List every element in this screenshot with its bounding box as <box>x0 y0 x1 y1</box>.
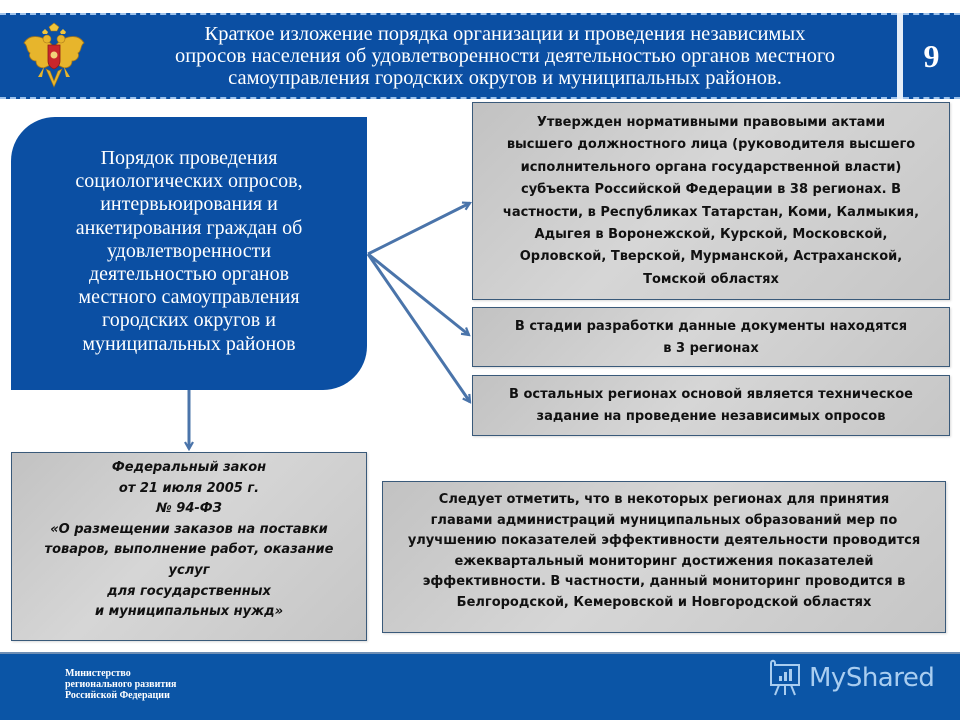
box-line: ежеквартальный мониторинг достижения показателей <box>454 553 874 569</box>
box-line: задание на проведение независимых опросов <box>536 409 886 424</box>
main-box-line: анкетирования граждан об <box>75 216 303 239</box>
box-line: Федеральный закон <box>111 460 267 475</box>
box-line: В стадии разработки данные документы находятся <box>514 319 908 334</box>
box-line: исполнительного органа государственной власти) <box>520 159 902 175</box>
slide-title-line: опросов населения об удовлетворенности деятельностью органов местного <box>174 45 836 67</box>
box-line: главами администраций муниципальных образований мер по <box>430 512 898 528</box>
slide-footer <box>0 652 960 720</box>
box-line: частности, в Республиках Татарстан, Коми, Калмыкия, <box>502 204 920 220</box>
federal-law-box <box>11 452 367 641</box>
box-line: «О размещении заказов на поставки <box>50 521 328 537</box>
other-regions-box <box>472 375 950 436</box>
main-box-line: деятельностью органов <box>88 263 290 286</box>
arrow-to-approved <box>368 203 470 254</box>
main-box-line: местного самоуправления <box>78 286 300 309</box>
box-line: Следует отметить, что в некоторых регионах для принятия <box>438 492 890 507</box>
ministry-name <box>65 668 176 701</box>
main-box-line: социологических опросов, <box>75 170 303 193</box>
box-line: субъекта Российской Федерации в 38 регионах. В <box>520 182 901 198</box>
box-line: услуг <box>168 562 210 578</box>
survey-procedure-box <box>11 117 367 390</box>
in-development-box <box>472 307 950 367</box>
presentation-board-icon <box>767 659 803 697</box>
ministry-line: регионального развития <box>65 679 177 690</box>
myshared-logo[interactable] <box>767 658 934 698</box>
box-line: улучшению показателей эффективности деятельности проводится <box>407 533 921 548</box>
slide-title-line: самоуправления городских округов и муниципальных районов. <box>228 67 782 89</box>
box-line: Томской областях <box>643 271 779 287</box>
ministry-line: Министерство <box>65 668 131 679</box>
slide-number: 9 <box>903 13 960 99</box>
russian-coat-of-arms-icon <box>18 21 90 93</box>
box-line: для государственных <box>107 583 271 599</box>
box-line: эффективности. В частности, данный мониторинг проводится в <box>422 574 906 589</box>
approved-regions-box <box>472 102 950 300</box>
box-line: от 21 июля 2005 г. <box>118 480 260 496</box>
main-box-line: удовлетворенности <box>106 239 272 262</box>
main-box-line: городских округов и <box>102 309 276 332</box>
main-box-line: интервьюирования и <box>100 193 278 216</box>
box-line: и муниципальных нужд» <box>94 604 284 620</box>
main-box-line: Порядок проведения <box>100 147 278 169</box>
header-title-bar <box>0 13 897 99</box>
arrow-to-other <box>368 254 470 402</box>
box-line: Белгородской, Кемеровской и Новгородской областях <box>456 594 872 610</box>
box-line: высшего должностного лица (руководителя высшего <box>506 137 916 153</box>
box-line: № 94-ФЗ <box>156 501 222 517</box>
monitoring-note-box <box>382 481 946 633</box>
box-line: товаров, выполнение работ, оказание <box>44 542 334 558</box>
slide-title <box>120 23 890 89</box>
slide-title-line: Краткое изложение порядка организации и проведения независимых <box>204 23 806 45</box>
brand-name: MyShared <box>809 663 935 693</box>
arrow-to-development <box>368 254 469 335</box>
ministry-line: Российской Федерации <box>65 690 170 701</box>
box-line: Адыгея в Воронежской, Курской, Московской, <box>534 227 888 243</box>
box-line: В остальных регионах основой является техническое <box>509 387 913 402</box>
box-line: Орловской, Тверской, Мурманской, Астраханской, <box>519 249 903 265</box>
main-box-line: муниципальных районов <box>82 332 296 355</box>
box-line: Утвержден нормативными правовыми актами <box>536 115 886 130</box>
box-line: в 3 регионах <box>663 341 759 356</box>
slide-header <box>0 13 960 99</box>
